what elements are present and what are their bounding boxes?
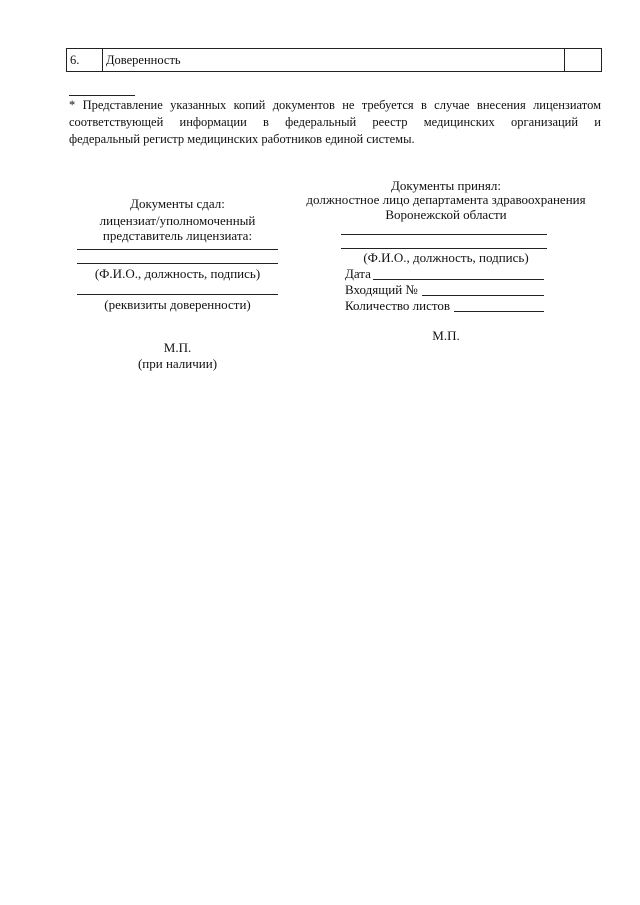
requisites-caption: (реквизиты доверенности) [104,297,251,312]
submitter-fio-caption: (Ф.И.О., должность, подпись) [94,266,261,281]
submitter-signature-line-1 [77,249,278,250]
footnote-separator [69,95,135,96]
receiver-role-line1: должностное лицо департамента здравоохранения [306,192,586,207]
sheets-count-label: Количество листов [345,298,451,313]
receiver-fio-caption: (Ф.И.О., должность, подпись) [363,250,529,265]
submitter-stamp-note: (при наличии) [137,356,218,371]
documents-table-row [66,48,602,72]
submitter-signature-line-2 [77,263,278,264]
incoming-number-label: Входящий № [345,282,418,297]
row-name-cell: Доверенность [103,49,565,71]
receiver-role-line2: Воронежской области [385,207,507,222]
receiver-signature-line-2 [341,248,547,249]
receiver-stamp: М.П. [432,328,460,343]
row-number-cell: 6. [67,49,103,71]
submitter-block [76,196,279,376]
incoming-number-line [422,295,544,296]
submitter-title: Документы сдал: [130,196,225,211]
footnote-line: * Представление указанных копий документов не требуется в случае внесения лицензиатом [69,98,601,112]
submitter-role-line1: лицензиат/уполномоченный [99,213,256,228]
submitter-stamp: М.П. [163,340,192,355]
footnote-line: соответствующей информации в федеральный реестр медицинских организаций и [69,115,601,129]
date-line [373,279,544,280]
sheets-count-line [454,311,544,312]
receiver-title: Документы принял: [391,178,501,193]
receiver-signature-line-1 [341,234,547,235]
date-label: Дата [345,266,371,281]
footnote-line: федеральный регистр медицинских работников единой системы. [69,132,415,146]
submitter-role-line2: представитель лицензиата: [102,228,253,243]
row-value-cell [565,49,601,71]
receiver-block [300,178,592,348]
footnote [69,97,601,148]
requisites-line [77,294,278,295]
